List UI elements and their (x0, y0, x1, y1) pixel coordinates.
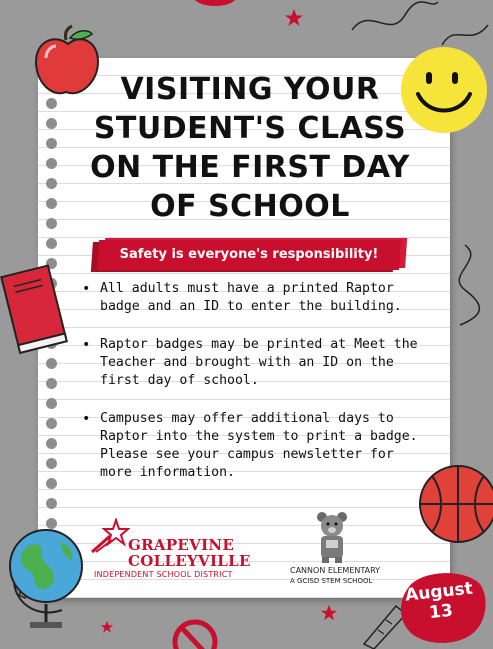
flyer-title: VISITING YOUR STUDENT'S CLASS ON THE FIRST DAY OF SCHOOL (90, 72, 410, 224)
star-icon (320, 604, 338, 622)
bullet-list (80, 280, 428, 502)
bear-mascot-icon (312, 510, 352, 564)
safety-banner: Safety is everyone's responsibility! (119, 247, 379, 262)
basketball-icon (414, 462, 493, 546)
list-item: • Raptor badges may be printed at Meet the Teacher and brought with an ID on the first day of school. (80, 336, 428, 390)
star-icon (100, 620, 114, 634)
no-sign-icon (170, 614, 220, 649)
list-item: • All adults must have a printed Raptor badge and an ID to enter the building. (80, 280, 428, 316)
district-logo (88, 518, 288, 580)
apple-icon (30, 24, 106, 100)
district-subtitle: INDEPENDENT SCHOOL DISTRICT (94, 570, 233, 579)
district-name-line1: GRAPEVINE (128, 536, 235, 554)
top-red-blob (190, 0, 240, 10)
smiley-icon (398, 44, 490, 136)
star-icon (284, 8, 304, 28)
globe-icon (6, 522, 88, 632)
date-badge: August 13 (404, 578, 474, 624)
school-subtitle: A GCISD STEM SCHOOL (290, 577, 373, 585)
squiggle-icon (350, 0, 440, 40)
list-item: • Campuses may offer additional days to Raptor into the system to print a badge. Please see your campus newsletter for more information. (80, 410, 428, 482)
school-name: CANNON ELEMENTARY (290, 566, 381, 575)
star-icon (90, 518, 130, 554)
district-name-line2: COLLEYVILLE (128, 552, 251, 570)
school-logo (290, 510, 408, 590)
book-icon (0, 262, 70, 357)
